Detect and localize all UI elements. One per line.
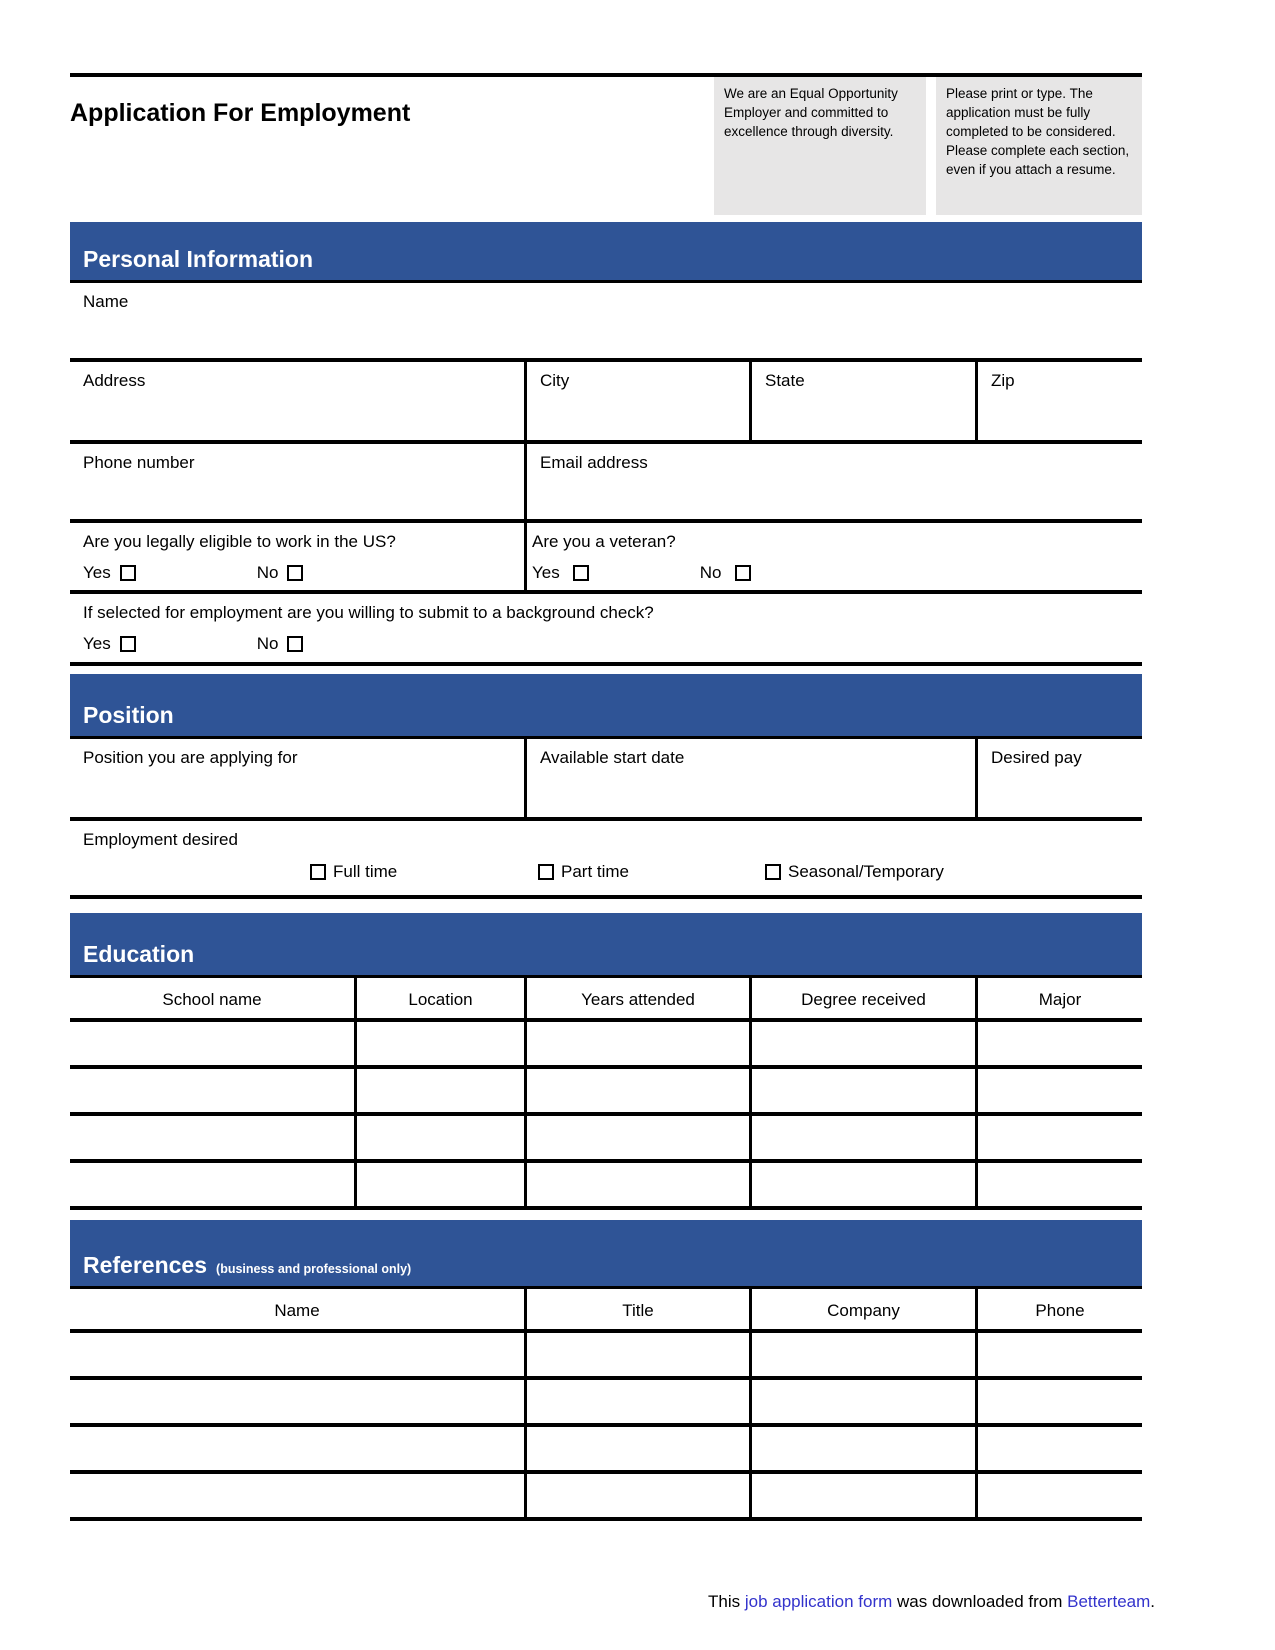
reference-cell[interactable]: [752, 1474, 978, 1517]
section-title: Education: [83, 941, 195, 967]
table-row: [70, 1069, 1142, 1112]
education-cell[interactable]: [978, 1116, 1142, 1159]
part-time-checkbox[interactable]: [538, 864, 554, 880]
education-cell[interactable]: [527, 1116, 752, 1159]
job-application-form-link[interactable]: job application form: [744, 1592, 893, 1611]
background-check-row: [70, 594, 1142, 662]
desired-pay-cell[interactable]: [978, 739, 1142, 817]
reference-cell[interactable]: [70, 1474, 527, 1517]
reference-cell[interactable]: [70, 1427, 527, 1470]
reference-cell[interactable]: [70, 1333, 527, 1376]
column-header: Title: [527, 1289, 752, 1329]
education-table-header: [70, 978, 1142, 1018]
reference-cell[interactable]: [527, 1474, 752, 1517]
education-cell[interactable]: [752, 1116, 978, 1159]
column-header: Location: [357, 978, 527, 1018]
no-label: No: [256, 563, 279, 582]
full-time-checkbox[interactable]: [310, 864, 326, 880]
column-header: Phone: [1035, 1301, 1085, 1320]
education-cell[interactable]: [978, 1022, 1142, 1065]
veteran-no-checkbox[interactable]: [735, 565, 751, 581]
reference-cell[interactable]: [70, 1380, 527, 1423]
reference-cell[interactable]: [978, 1427, 1142, 1470]
background-yes-checkbox[interactable]: [120, 636, 136, 652]
education-cell[interactable]: [70, 1163, 357, 1206]
education-cell[interactable]: [70, 1022, 357, 1065]
column-header: Company: [752, 1289, 978, 1329]
section-header-references: [70, 1220, 1142, 1286]
reference-cell[interactable]: [527, 1427, 752, 1470]
reference-cell[interactable]: [527, 1333, 752, 1376]
education-cell[interactable]: [752, 1069, 978, 1112]
address-field-cell[interactable]: [70, 362, 527, 440]
table-row: [70, 1022, 1142, 1065]
column-header: School name: [70, 978, 357, 1018]
section-header-position: [70, 674, 1142, 736]
reference-cell[interactable]: [752, 1427, 978, 1470]
seasonal-checkbox[interactable]: [765, 864, 781, 880]
yes-label: Yes: [532, 563, 560, 582]
column-header: Major: [1038, 990, 1082, 1009]
part-time-label: Part time: [561, 862, 630, 881]
part-time-option: [538, 862, 629, 882]
eligible-yes-checkbox[interactable]: [120, 565, 136, 581]
state-label: State: [765, 371, 805, 390]
references-table-header: [70, 1289, 1142, 1329]
eligible-question-cell: [70, 523, 527, 590]
background-question: If selected for employment are you willing to submit to a background check?: [83, 603, 654, 622]
footer-text: was downloaded from: [892, 1592, 1068, 1611]
print-instructions-notice: Please print or type. The application must be fully completed to be considered. Please complete each section, even if you attach a resume.: [936, 77, 1142, 215]
education-cell[interactable]: [752, 1163, 978, 1206]
veteran-yes-no-group: [532, 563, 1142, 583]
table-row: [70, 1163, 1142, 1206]
reference-cell[interactable]: [527, 1380, 752, 1423]
equal-opportunity-notice: We are an Equal Opportunity Employer and committed to excellence through diversity.: [714, 77, 926, 215]
column-header: Name: [70, 1289, 527, 1329]
seasonal-label: Seasonal/Temporary: [788, 862, 944, 881]
eligible-yes-no-group: [83, 563, 524, 583]
city-label: City: [540, 371, 570, 390]
table-row: [70, 1333, 1142, 1376]
education-cell[interactable]: [357, 1022, 527, 1065]
yes-label: Yes: [83, 634, 111, 653]
education-cell[interactable]: [752, 1022, 978, 1065]
position-applying-cell[interactable]: [70, 739, 527, 817]
page-title: Application For Employment: [70, 99, 411, 127]
education-cell[interactable]: [527, 1069, 752, 1112]
footer-text: This: [708, 1592, 745, 1611]
position-row: [70, 739, 1142, 817]
zip-field-cell[interactable]: [978, 362, 1142, 440]
education-cell[interactable]: [70, 1069, 357, 1112]
betterteam-link[interactable]: Betterteam: [1067, 1592, 1151, 1611]
state-field-cell[interactable]: [752, 362, 978, 440]
reference-cell[interactable]: [978, 1474, 1142, 1517]
employment-desired-row: [70, 821, 1142, 895]
education-cell[interactable]: [978, 1163, 1142, 1206]
full-time-option: [310, 862, 397, 882]
veteran-question: Are you a veteran?: [532, 532, 676, 551]
reference-cell[interactable]: [978, 1380, 1142, 1423]
full-time-label: Full time: [333, 862, 398, 881]
employment-options: [70, 862, 1142, 892]
education-cell[interactable]: [527, 1163, 752, 1206]
divider: [70, 1517, 1142, 1521]
education-cell[interactable]: [70, 1116, 357, 1159]
background-no-checkbox[interactable]: [287, 636, 303, 652]
email-field-cell[interactable]: [527, 444, 1142, 519]
section-subtitle: (business and professional only): [216, 1262, 412, 1276]
zip-label: Zip: [991, 371, 1015, 390]
desired-pay-label: Desired pay: [991, 748, 1082, 767]
start-date-label: Available start date: [540, 748, 685, 767]
column-header: Years attended: [527, 978, 752, 1018]
yes-label: Yes: [83, 563, 111, 582]
veteran-yes-checkbox[interactable]: [573, 565, 589, 581]
background-yes-no-group: [83, 634, 1142, 654]
footer-credit: [0, 1592, 1155, 1612]
veteran-question-cell: [527, 523, 1142, 590]
eligibility-row: [70, 523, 1142, 590]
references-table-body: [70, 1333, 1142, 1521]
education-cell[interactable]: [357, 1163, 527, 1206]
education-cell[interactable]: [527, 1022, 752, 1065]
start-date-cell[interactable]: [527, 739, 978, 817]
no-label: No: [699, 563, 722, 582]
phone-email-row: [70, 444, 1142, 519]
name-label: Name: [83, 292, 129, 311]
seasonal-option: [765, 862, 944, 882]
email-label: Email address: [540, 453, 648, 472]
education-cell[interactable]: [357, 1116, 527, 1159]
table-row: [70, 1116, 1142, 1159]
reference-cell[interactable]: [752, 1333, 978, 1376]
education-cell[interactable]: [357, 1069, 527, 1112]
form-header: [70, 77, 1142, 215]
eligible-no-checkbox[interactable]: [287, 565, 303, 581]
footer-text: .: [1150, 1592, 1155, 1611]
city-field-cell[interactable]: [527, 362, 752, 440]
phone-field-cell[interactable]: [70, 444, 527, 519]
table-row: [70, 1380, 1142, 1423]
section-header-education: [70, 913, 1142, 975]
no-label: No: [256, 634, 279, 653]
table-row: [70, 1474, 1142, 1517]
phone-label: Phone number: [83, 453, 195, 472]
form-content: [70, 73, 1142, 1521]
address-row: [70, 362, 1142, 440]
section-title: References: [83, 1252, 208, 1278]
section-header-personal-information: [70, 222, 1142, 280]
name-field-cell[interactable]: [70, 283, 1142, 358]
eligible-question: Are you legally eligible to work in the US?: [83, 532, 396, 551]
education-cell[interactable]: [978, 1069, 1142, 1112]
column-header: Degree received: [752, 978, 978, 1018]
applying-label: Position you are applying for: [83, 748, 298, 767]
section-title: Personal Information: [83, 246, 314, 272]
education-table-body: [70, 1022, 1142, 1210]
reference-cell[interactable]: [752, 1380, 978, 1423]
section-title: Position: [83, 702, 174, 728]
table-row: [70, 1427, 1142, 1470]
reference-cell[interactable]: [978, 1333, 1142, 1376]
employment-desired-label: Employment desired: [83, 830, 238, 849]
address-label: Address: [83, 371, 146, 390]
